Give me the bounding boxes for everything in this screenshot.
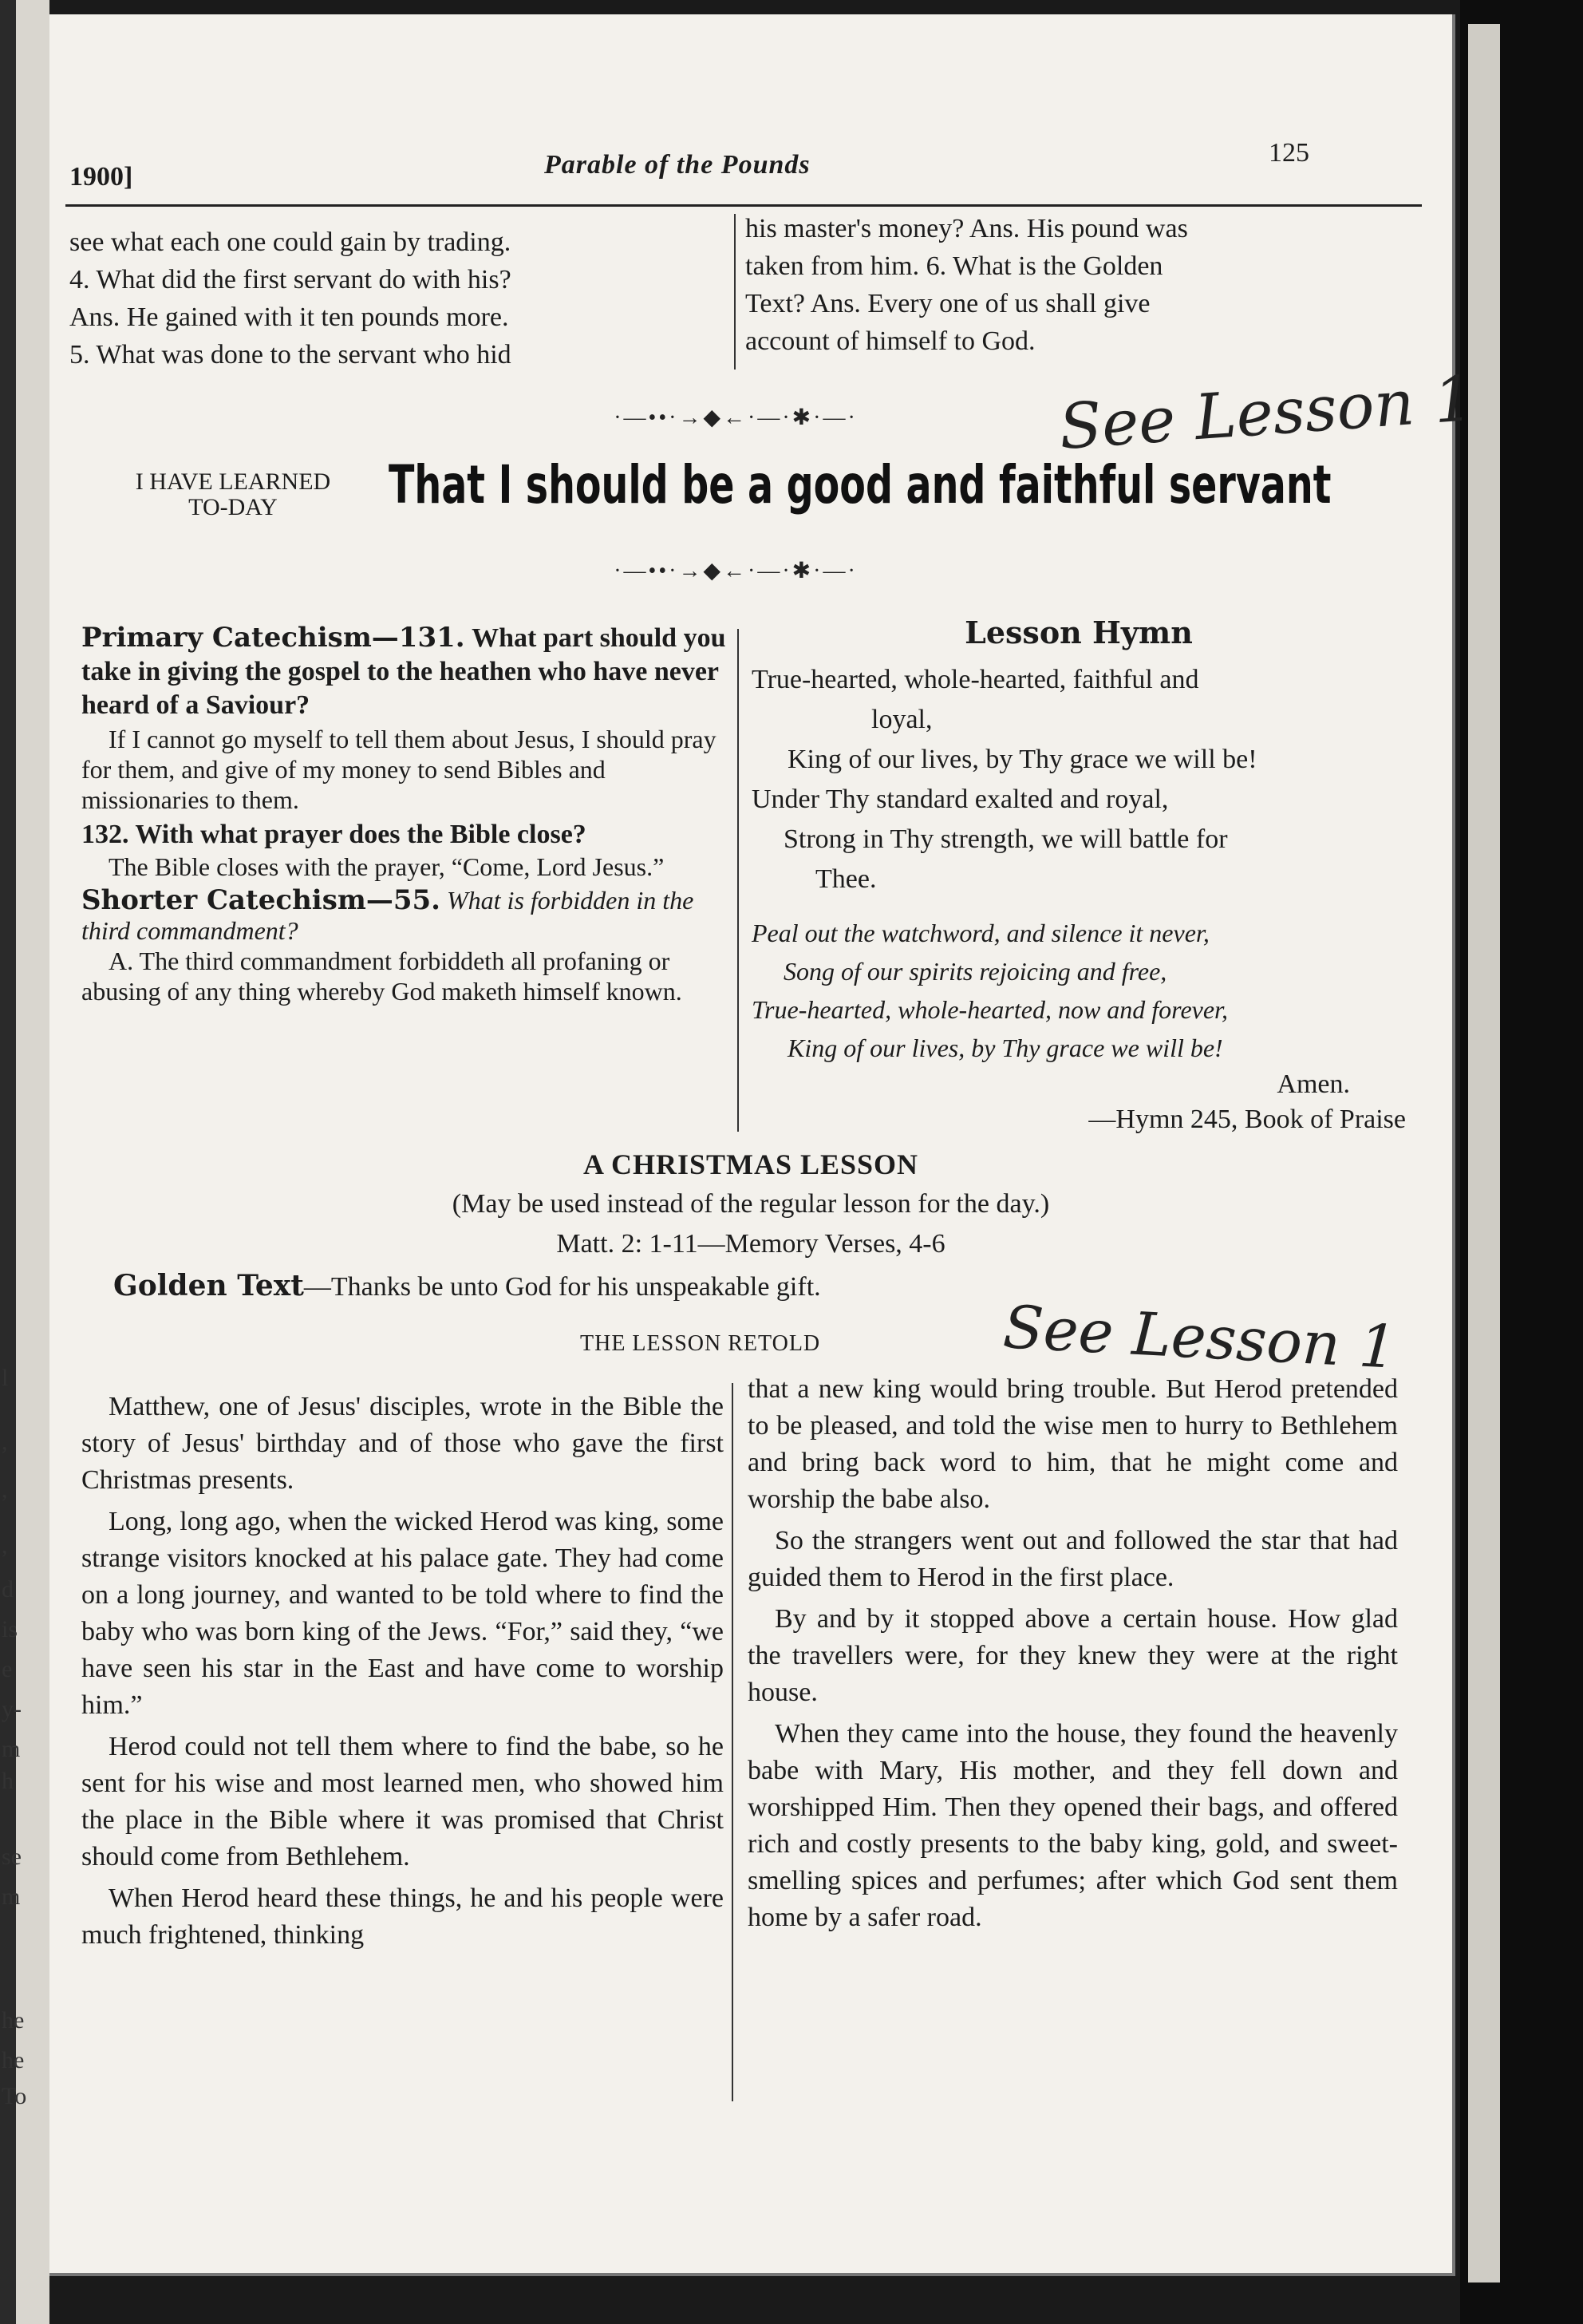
learned-label (73, 469, 393, 520)
column-rule (732, 1383, 733, 2101)
header-rule (65, 204, 1422, 207)
ornamental-divider: ·—••·→◆←·—·✱·—· (614, 405, 858, 430)
column-rule (734, 214, 736, 370)
lesson-paragraph: When Herod heard these things, he and his people were much frightened, thinking (81, 1883, 724, 1950)
margin-fragment: , (2, 1532, 8, 1559)
text-line: his master's money? Ans. His pound was (745, 214, 1188, 243)
handwritten-note: See Lesson 1 (1001, 1293, 1399, 1382)
book-page (49, 14, 1476, 2276)
refrain-line: King of our lives, by Thy grace we will be! (788, 1034, 1223, 1062)
hymn-title: Lesson Hymn (965, 615, 1193, 650)
margin-fragment: y- (2, 1696, 22, 1722)
text-line: taken from him. 6. What is the Golden (745, 251, 1163, 281)
ornamental-divider: ·—••·→◆←·—·✱·—· (614, 559, 858, 583)
refrain-line: Peal out the watchword, and silence it never, (752, 919, 1210, 947)
margin-fragment: To (2, 2083, 27, 2109)
text-line: Text? Ans. Every one of us shall give (745, 289, 1151, 318)
golden-text (113, 1269, 1390, 1302)
answer-text: If I cannot go myself to tell them about Jesus, I should pray for them, and give of my money to send Bibles and missionaries to them. (81, 725, 716, 814)
golden-text-body: —Thanks be unto God for his unspeakable gift. (303, 1272, 821, 1302)
refrain-line: Song of our spirits rejoicing and free, (784, 957, 1167, 986)
running-title: Parable of the Pounds (544, 150, 811, 180)
hymn-line: Strong in Thy strength, we will battle for (784, 824, 1228, 854)
lesson-paragraph: Herod could not tell them where to find the babe, so he sent for his wise and most learned men, who showed him the place in the Bible where it was promised that Christ should come from Bethlehem. (81, 1732, 724, 1871)
question-text: What is forbidden in the third commandment? (81, 886, 694, 945)
handwritten-note: See Lesson 1 (1056, 362, 1476, 464)
lesson-paragraph: that a new king would bring trouble. But Herod pretended to be pleased, and told the wise men to hurry to Bethlehem and bring back word to him, that he might come and worship the babe also. (748, 1374, 1398, 1514)
adjacent-page-strip (0, 0, 49, 2324)
primary-catechism-heading: Primary Catechism—131. (81, 622, 465, 654)
learned-statement: That I should be a good and faithful servant (389, 454, 1332, 516)
margin-fragment: l (2, 1365, 9, 1391)
lesson-paragraph: So the strangers went out and followed the star that had guided them to Herod in the first place. (748, 1526, 1398, 1592)
hymn-column (752, 615, 1406, 1137)
margin-fragment: se (2, 1844, 22, 1870)
lesson-paragraph: Long, long ago, when the wicked Herod was king, some strange visitors knocked at his palace gate. They had come on a long journey, and wanted to be told where to find the baby who was born king of the Jews. “For,” said they, “we have seen his star in the East and have come to worship him.” (81, 1507, 724, 1720)
text-line: 5. What was done to the servant who hid (69, 340, 511, 370)
answer-text: The Bible closes with the prayer, “Come, Lord Jesus.” (109, 852, 665, 881)
lesson-paragraph: Matthew, one of Jesus' disciples, wrote in the Bible the story of Jesus' birthday and of those who gave the first Christmas presents. (81, 1392, 724, 1495)
hymn-line: King of our lives, by Thy grace we will be! (788, 745, 1257, 774)
shorter-catechism-question (81, 885, 728, 946)
column-rule (737, 629, 739, 1132)
header-year: 1900] (69, 162, 133, 192)
answer-text: A. The third commandment forbiddeth all profaning or abusing of any thing whereby God maketh himself known. (81, 947, 682, 1006)
hymn-source: —Hymn 245, Book of Praise (1088, 1105, 1406, 1134)
question-text: What part should you take in giving the gospel to the heathen who have never heard of a Saviour? (81, 623, 726, 720)
binding-gutter (0, 0, 16, 2324)
primary-catechism-question (81, 621, 728, 722)
lesson-paragraph: When they came into the house, they found the heavenly babe with Mary, His mother, and they fell down and worshipped Him. Then they opened their bags, and offered rich and costly presents to the baby king, gold, and sweet-smelling spices and perfumes; after which God sent them home by a safer road. (748, 1719, 1398, 1932)
top-left-column (69, 223, 732, 374)
scan-background (1460, 0, 1583, 2324)
margin-fragment: m (2, 1883, 21, 1910)
top-right-column (745, 210, 1399, 360)
margin-fragment: d (2, 1576, 14, 1603)
golden-text-label: Golden Text (113, 1269, 304, 1302)
margin-fragment: , (2, 1476, 8, 1503)
christmas-lesson-title: A CHRISTMAS LESSON (582, 1148, 919, 1180)
lesson-paragraph: By and by it stopped above a certain house. How glad the travellers were, for they knew they were at the right house. (748, 1604, 1398, 1707)
text-line: account of himself to God. (745, 326, 1036, 356)
margin-fragment: , (2, 1429, 8, 1455)
catechism-column (81, 621, 728, 1006)
christmas-lesson-note: (May be used instead of the regular lesson for the day.) (452, 1189, 1050, 1219)
hymn-amen: Amen. (1277, 1069, 1350, 1099)
scripture-reference: Matt. 2: 1-11—Memory Verses, 4-6 (556, 1229, 945, 1259)
text-line: see what each one could gain by trading. (69, 227, 511, 257)
margin-fragment: he (2, 2047, 25, 2073)
hymn-line: Thee. (815, 864, 877, 894)
learned-label-line: TO-DAY (188, 494, 278, 520)
hymn-line: Under Thy standard exalted and royal, (752, 785, 1169, 814)
lesson-retold-heading: THE LESSON RETOLD (580, 1331, 821, 1356)
margin-fragment: h (2, 1768, 14, 1794)
margin-fragment: e (2, 1656, 13, 1682)
text-line: 4. What did the first servant do with his? (69, 265, 511, 294)
hymn-line: loyal, (871, 705, 933, 734)
learned-label-line: I HAVE LEARNED (135, 468, 331, 495)
margin-fragment: is (2, 1616, 18, 1642)
question-text: 132. With what prayer does the Bible close? (81, 820, 586, 849)
refrain-line: True-hearted, whole-hearted, now and forever, (752, 995, 1228, 1024)
next-page-edge (1468, 24, 1500, 2282)
page-number: 125 (1269, 138, 1309, 168)
lesson-left-column (81, 1389, 724, 1954)
shorter-catechism-heading: Shorter Catechism—55. (81, 884, 440, 916)
text-line: Ans. He gained with it ten pounds more. (69, 302, 509, 332)
margin-fragment: he (2, 2007, 25, 2034)
hymn-line: True-hearted, whole-hearted, faithful and (752, 665, 1199, 694)
margin-fragment: m (2, 1736, 21, 1762)
lesson-right-column (748, 1371, 1398, 1936)
